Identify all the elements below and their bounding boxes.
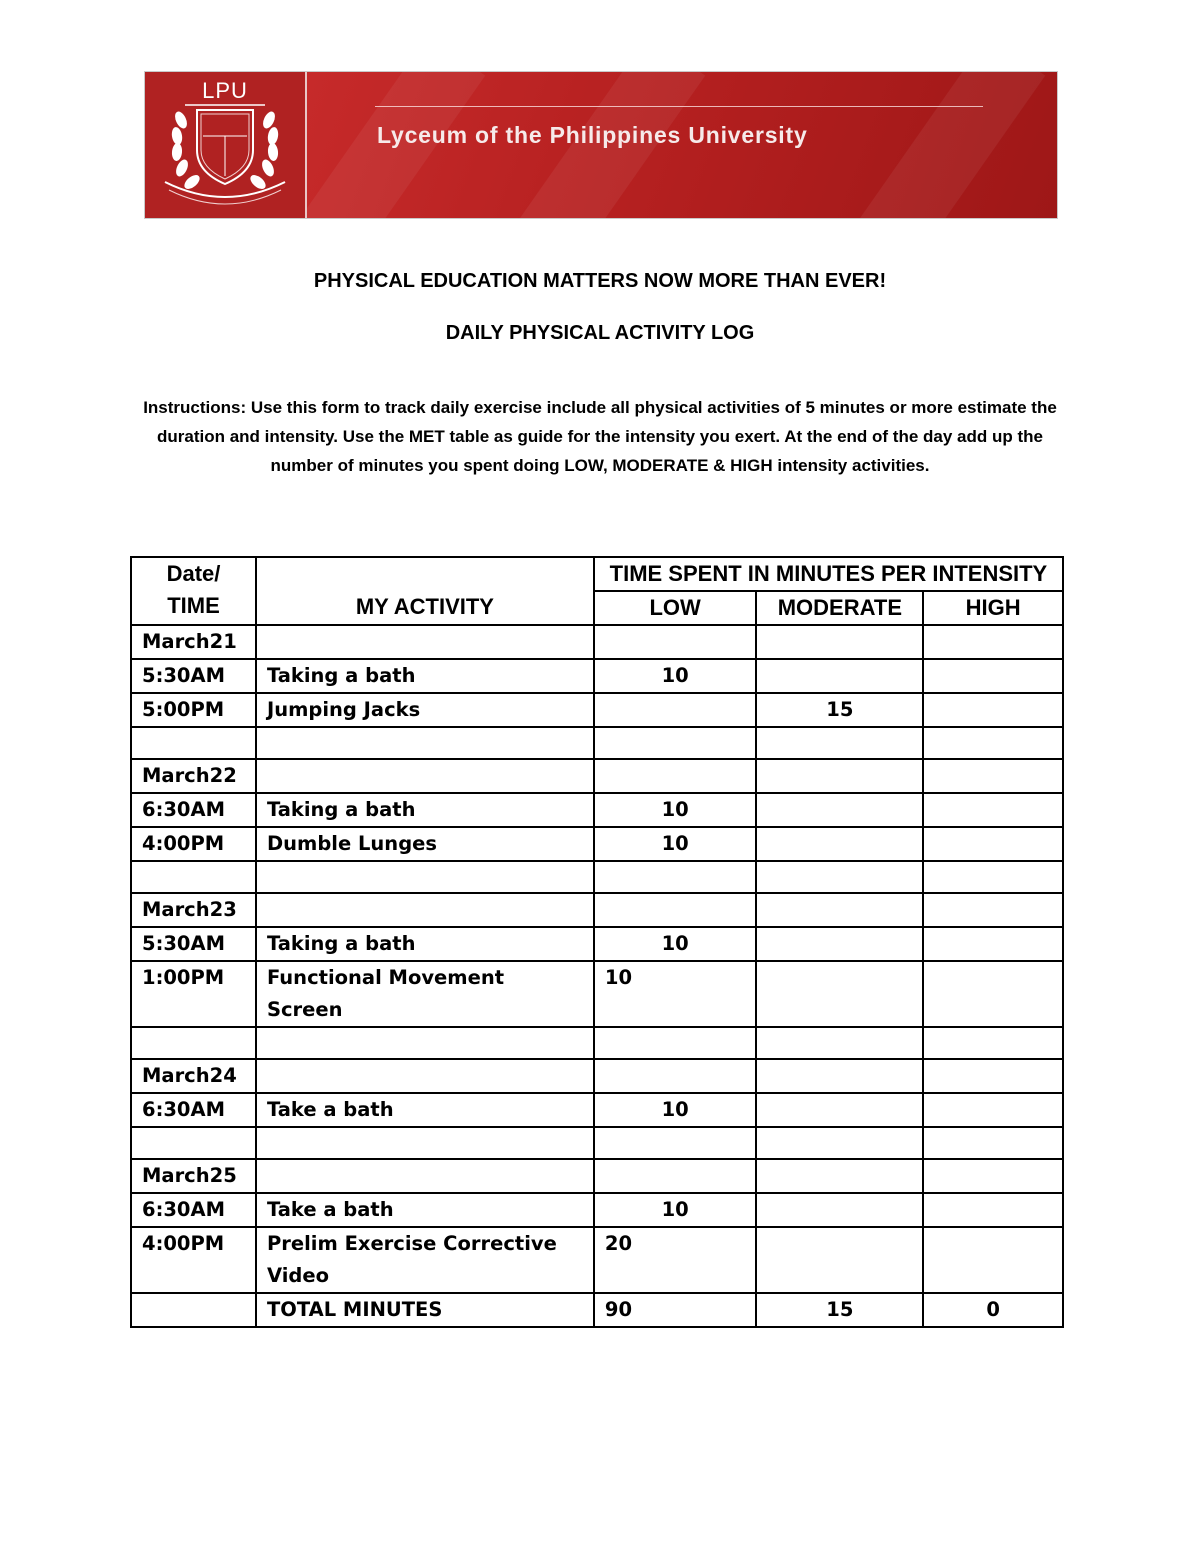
cell-time: [131, 861, 256, 893]
cell-high: [923, 961, 1063, 1027]
table-row: [131, 927, 1063, 961]
page-subtitle: DAILY PHYSICAL ACTIVITY LOG: [445, 322, 755, 344]
cell-high: [923, 927, 1063, 961]
table-row: [131, 1193, 1063, 1227]
table-row: [131, 827, 1063, 861]
cell-time: 6:30AM: [131, 1193, 256, 1227]
cell-low: [594, 625, 757, 659]
seal-shield-icon: [145, 72, 305, 218]
cell-low: [594, 727, 757, 759]
header-date-time: Date/ TIME: [131, 557, 256, 625]
cell-low: 20: [594, 1227, 757, 1293]
cell-low: 10: [594, 1193, 757, 1227]
table-row: [131, 659, 1063, 693]
cell-high: [923, 827, 1063, 861]
cell-high: [923, 1159, 1063, 1193]
header-time-spent: TIME SPENT IN MINUTES PER INTENSITY: [594, 557, 1063, 591]
table-row: [131, 1027, 1063, 1059]
table-row: [131, 759, 1063, 793]
header-moderate: MODERATE: [756, 591, 923, 625]
cell-activity: [256, 1027, 594, 1059]
cell-time: 5:00PM: [131, 693, 256, 727]
cell-moderate: [756, 759, 923, 793]
cell-moderate: [756, 861, 923, 893]
cell-low: [594, 893, 757, 927]
header-high: HIGH: [923, 591, 1063, 625]
table-row: [131, 693, 1063, 727]
cell-high: [923, 1127, 1063, 1159]
cell-activity: Jumping Jacks: [256, 693, 594, 727]
cell-time: 4:00PM: [131, 1227, 256, 1293]
cell-low: 10: [594, 827, 757, 861]
cell-moderate: [756, 1227, 923, 1293]
cell-activity: Taking a bath: [256, 659, 594, 693]
cell-high: [923, 1027, 1063, 1059]
cell-low: [594, 1127, 757, 1159]
header-blank: [256, 557, 594, 591]
cell-low: [594, 693, 757, 727]
cell-time: 1:00PM: [131, 961, 256, 1027]
cell-time: 4:00PM: [131, 827, 256, 861]
cell-high: [923, 693, 1063, 727]
cell-activity: [256, 727, 594, 759]
cell-activity: Dumble Lunges: [256, 827, 594, 861]
cell-moderate: 15: [756, 693, 923, 727]
cell-moderate: [756, 1093, 923, 1127]
cell-high: [923, 659, 1063, 693]
page-title: PHYSICAL EDUCATION MATTERS NOW MORE THAN EVER!: [313, 270, 887, 292]
table-row: [131, 1093, 1063, 1127]
cell-low: 10: [594, 927, 757, 961]
cell-low: [594, 759, 757, 793]
cell-low: 10: [594, 961, 757, 1027]
cell-moderate: [756, 1159, 923, 1193]
cell-low: 10: [594, 1093, 757, 1127]
total-high: 0: [923, 1293, 1063, 1327]
cell-low: [594, 1159, 757, 1193]
cell-moderate: [756, 659, 923, 693]
cell-high: [923, 861, 1063, 893]
blank: [131, 1293, 256, 1327]
cell-activity: Taking a bath: [256, 927, 594, 961]
table-row: [131, 1227, 1063, 1293]
header-row-2: [131, 591, 1063, 625]
cell-high: [923, 1093, 1063, 1127]
cell-activity: [256, 759, 594, 793]
cell-moderate: [756, 1027, 923, 1059]
cell-low: 10: [594, 793, 757, 827]
cell-activity: Take a bath: [256, 1193, 594, 1227]
cell-moderate: [756, 727, 923, 759]
cell-time: March22: [131, 759, 256, 793]
cell-high: [923, 625, 1063, 659]
table-row: [131, 727, 1063, 759]
university-seal: [145, 72, 307, 218]
cell-time: 5:30AM: [131, 927, 256, 961]
cell-moderate: [756, 1059, 923, 1093]
cell-moderate: [756, 1127, 923, 1159]
cell-moderate: [756, 1193, 923, 1227]
cell-activity: Prelim Exercise Corrective Video: [256, 1227, 594, 1293]
instructions-text: Instructions: Use this form to track daily exercise include all physical activities of 5 minutes or more estimate the duration and intensity. Use the MET table as guide for the intensity you exert. At the end of the day add up the number of minutes you spent doing LOW, MODERATE & HIGH intensity activities.: [143, 398, 1057, 475]
university-banner: [145, 72, 1057, 218]
total-moderate: 15: [756, 1293, 923, 1327]
cell-activity: [256, 893, 594, 927]
table-row: [131, 893, 1063, 927]
cell-moderate: [756, 893, 923, 927]
table-row: [131, 1159, 1063, 1193]
cell-time: March25: [131, 1159, 256, 1193]
table-row: [131, 625, 1063, 659]
total-row: [131, 1293, 1063, 1327]
cell-time: [131, 1127, 256, 1159]
cell-moderate: [756, 927, 923, 961]
cell-low: [594, 1027, 757, 1059]
banner-main: [307, 72, 1057, 218]
cell-high: [923, 727, 1063, 759]
cell-time: March23: [131, 893, 256, 927]
cell-high: [923, 1059, 1063, 1093]
logo-text: LPU: [202, 78, 248, 103]
cell-activity: [256, 1059, 594, 1093]
cell-time: March21: [131, 625, 256, 659]
cell-activity: Functional Movement Screen: [256, 961, 594, 1027]
cell-low: [594, 1059, 757, 1093]
total-low: 90: [594, 1293, 757, 1327]
cell-moderate: [756, 793, 923, 827]
activity-log-table: [130, 556, 1064, 1328]
total-label: TOTAL MINUTES: [256, 1293, 594, 1327]
cell-activity: [256, 625, 594, 659]
cell-high: [923, 793, 1063, 827]
cell-time: 6:30AM: [131, 793, 256, 827]
cell-time: 6:30AM: [131, 1093, 256, 1127]
cell-activity: Taking a bath: [256, 793, 594, 827]
cell-moderate: [756, 827, 923, 861]
cell-moderate: [756, 961, 923, 1027]
header-activity: MY ACTIVITY: [256, 591, 594, 625]
cell-activity: [256, 1127, 594, 1159]
table-row: [131, 793, 1063, 827]
cell-high: [923, 1193, 1063, 1227]
table-row: [131, 1059, 1063, 1093]
table-row: [131, 1127, 1063, 1159]
cell-high: [923, 759, 1063, 793]
cell-time: [131, 1027, 256, 1059]
cell-activity: [256, 861, 594, 893]
cell-time: [131, 727, 256, 759]
cell-moderate: [756, 625, 923, 659]
header-row-1: [131, 557, 1063, 591]
cell-high: [923, 1227, 1063, 1293]
university-name: Lyceum of the Philippines University: [377, 122, 808, 148]
table-row: [131, 961, 1063, 1027]
cell-activity: Take a bath: [256, 1093, 594, 1127]
cell-activity: [256, 1159, 594, 1193]
banner-divider: [375, 106, 983, 107]
cell-low: [594, 861, 757, 893]
cell-high: [923, 893, 1063, 927]
cell-low: 10: [594, 659, 757, 693]
header-low: LOW: [594, 591, 757, 625]
cell-time: 5:30AM: [131, 659, 256, 693]
cell-time: March24: [131, 1059, 256, 1093]
table-row: [131, 861, 1063, 893]
